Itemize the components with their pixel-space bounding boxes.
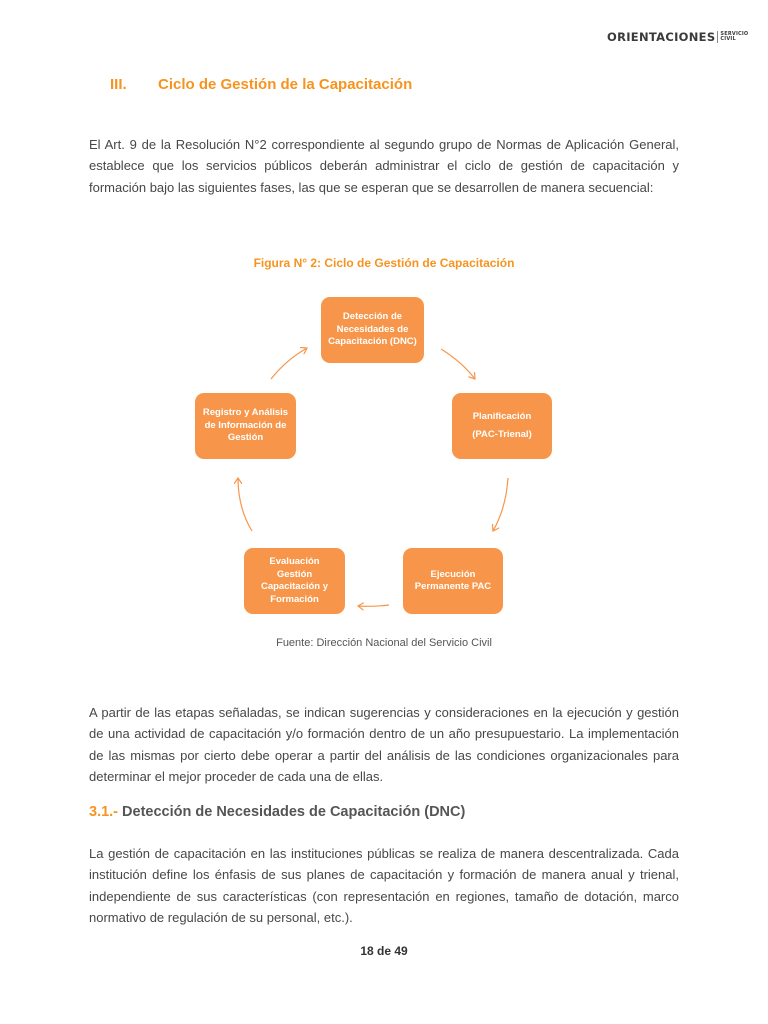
figure-title: Figura N° 2: Ciclo de Gestión de Capacitación [253, 256, 515, 270]
subsection-heading [89, 804, 465, 820]
node-ejecucion-line: Permanente PAC [414, 581, 492, 592]
node-registro [195, 393, 296, 459]
subsection-title: Detección de Necesidades de Capacitación (DNC) [118, 804, 466, 820]
node-evaluacion-line: Formación [270, 593, 319, 605]
header-logo [607, 30, 748, 44]
intro-paragraph: El Art. 9 de la Resolución N°2 correspondiente al segundo grupo de Normas de Aplicación General, establece que los servicios públicos deberán administrar el ciclo de gestión de capacitación y formación bajo las siguientes fases, las que se esperan que se desarrollen de manera secuencial: [89, 137, 679, 195]
logo-sub-line2: CIVIL [720, 36, 736, 42]
node-dnc [321, 297, 424, 363]
node-evaluacion [244, 548, 345, 614]
node-dnc-line: Detección de [342, 311, 403, 323]
node-dnc-line: Capacitación (DNC) [328, 336, 417, 348]
node-dnc-line: Necesidades de [336, 323, 409, 335]
node-registro-line: de Información de [204, 419, 287, 431]
figure-source: Fuente: Dirección Nacional del Servicio Civil [276, 637, 492, 649]
node-registro-line: Registro y Análisis [202, 407, 289, 419]
arrow-registro-to-dnc [271, 348, 307, 379]
section-heading [110, 76, 412, 93]
node-evaluacion-line: Evaluación [269, 556, 320, 567]
node-evaluacion-line: Capacitación y [260, 581, 329, 592]
logo-divider [717, 31, 718, 43]
node-planificacion-line: (PAC-Trienal) [472, 429, 532, 440]
section-title: Ciclo de Gestión de la Capacitación [158, 76, 413, 93]
arrow-dnc-to-planificacion [441, 349, 475, 379]
page-number: 18 de 49 [360, 944, 408, 958]
paragraph-2: A partir de las etapas señaladas, se indican sugerencias y consideraciones en la ejecución y gestión de una actividad de capacitación y/o formación dentro de un año presupuestario. La implementación de las mismas por cierto debe operar a partir del análisis de las condiciones organizacionales para determinar el mejor proceder de cada una de ellas. [89, 705, 679, 784]
node-ejecucion [403, 548, 503, 614]
logo-text: ORIENTACIONES [607, 30, 716, 44]
subsection-number: 3.1.- [89, 804, 119, 820]
arrow-evaluacion-to-registro [238, 478, 252, 531]
logo-subtext [720, 32, 748, 42]
paragraph-3: La gestión de capacitación en las instituciones públicas se realiza de manera descentralizada. Cada institución define los énfasis de sus planes de capacitación y formación de manera anual y trienal, independiente de sus características (con representación en regiones, tamaño de dotación, marco normativo de regulación de su personal, etc.). [89, 846, 679, 925]
node-planificacion-line: Planificación [472, 410, 532, 422]
node-planificacion [452, 393, 552, 459]
section-number: III. [110, 76, 127, 93]
node-evaluacion-line: Gestión [276, 568, 313, 580]
node-ejecucion-line: Ejecución [430, 568, 476, 580]
arrow-ejecucion-to-evaluacion [358, 605, 389, 606]
node-registro-line: Gestión [227, 432, 264, 444]
logo-sub-line1: SERVICIO [720, 31, 749, 37]
arrow-planificacion-to-ejecucion [493, 478, 508, 531]
